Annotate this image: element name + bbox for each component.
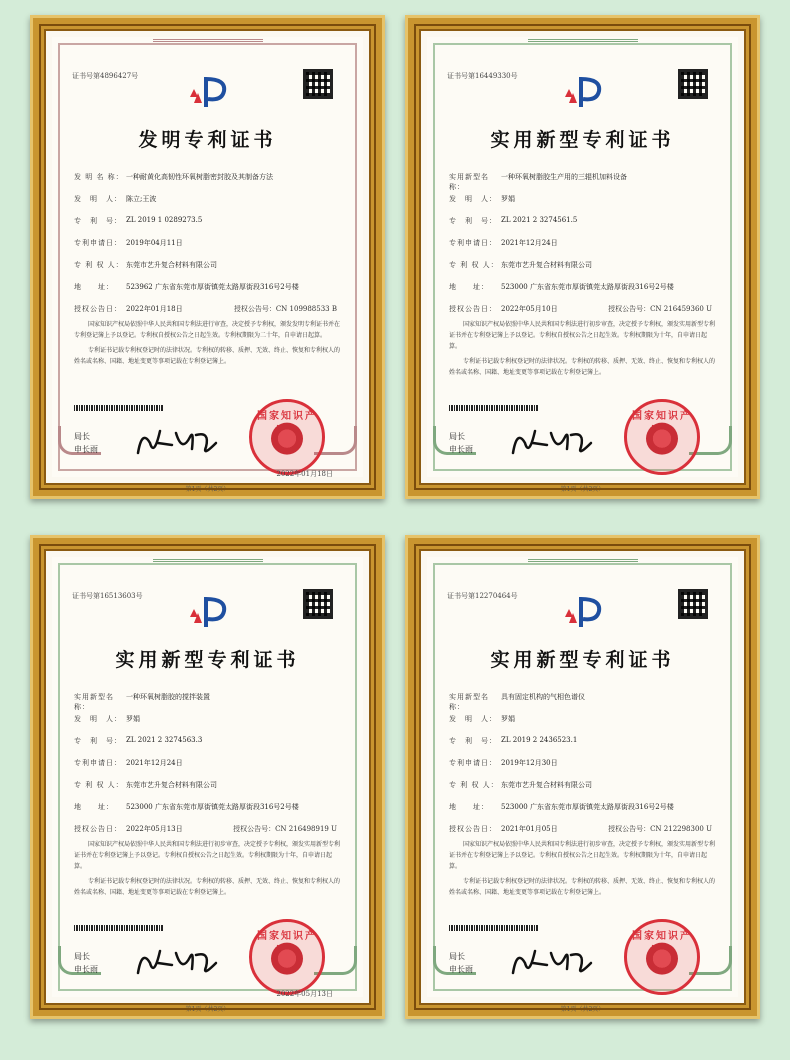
seal-text: 国家知识产 [257, 931, 317, 942]
cnipa-logo-icon [186, 595, 230, 631]
field-value: 具有固定机构的气相色谱仪 [501, 693, 585, 701]
certificate-paper [427, 557, 738, 1013]
barcode [74, 925, 164, 931]
certificate-fields [449, 172, 718, 326]
grant-number: 授权公告号：CN 216459360 U [608, 305, 712, 313]
barcode [449, 925, 539, 931]
field-value: 2019年04月11日 [126, 239, 183, 247]
top-ornament [153, 559, 263, 572]
director-name: 申长雨 [74, 965, 98, 974]
field-label: 专 利 号： [449, 217, 497, 225]
field-filing-date [74, 758, 343, 780]
field-value: 一种环氧树脂胶的搅拌装置 [126, 693, 210, 701]
page-number: 第1页（共2页） [560, 486, 605, 493]
director-title: 局长 [449, 432, 465, 441]
field-label: 专 利 权 人： [74, 261, 124, 269]
field-value: 东莞市艺升复合材料有限公司 [126, 261, 217, 269]
body-paragraph: 专利证书记载专利权登记时的法律状况。专利权的转移、质押、无效、终止、恢复和专利权人的姓名或名称、国籍、地址变更等事项记载在专利登记簿上。 [449, 878, 716, 896]
qr-code [303, 589, 333, 619]
field-label: 专 利 号： [74, 217, 122, 225]
field-value: 2022年05月13日 [126, 825, 183, 833]
field-value: 2021年01月05日 [501, 825, 558, 833]
cert-number: 证书号第12270464号 [447, 592, 518, 600]
body-paragraph: 专利证书记载专利权登记时的法律状况。专利权的转移、质押、无效、终止、恢复和专利权人的姓名或名称、国籍、地址变更等事项记载在专利登记簿上。 [449, 358, 716, 376]
field-value: 2019年12月30日 [501, 759, 558, 767]
seal-text: 国家知识产 [257, 411, 317, 422]
field-label: 专 利 号： [449, 737, 497, 745]
field-inventor [449, 714, 718, 736]
certificate-title: 实用新型专利证书 [490, 129, 675, 151]
field-label: 地 址： [449, 283, 489, 291]
field-value: 523000 广东省东莞市厚街镇莞太路厚街段316号2号楼 [126, 803, 299, 811]
field-value: 罗娟 [501, 715, 515, 723]
field-label: 专 利 权 人： [449, 261, 499, 269]
body-paragraph: 国家知识产权局依照中华人民共和国专利法进行审查，决定授予专利权，颁发发明专利证书并在专利登记簿上予以登记。专利权自授权公告之日起生效。专利权期限为二十年，自申请日起算。 [74, 321, 341, 339]
signature [132, 943, 222, 983]
field-label: 专利申请日： [449, 759, 497, 767]
field-address [449, 802, 718, 824]
cnipa-logo-icon [561, 75, 605, 111]
certificate-frame-1 [30, 15, 385, 499]
page-number: 第1页（共2页） [185, 1006, 230, 1013]
top-ornament [528, 559, 638, 572]
field-label: 专 利 权 人： [449, 781, 499, 789]
field-label: 实用新型名称： [74, 693, 114, 711]
certificate-frame-2 [405, 15, 760, 499]
field-patent-no [74, 736, 343, 758]
field-label: 发 明 人： [449, 195, 497, 203]
field-filing-date [74, 238, 343, 260]
body-paragraph: 国家知识产权局依照中华人民共和国专利法进行初步审查，决定授予专利权，颁发实用新型专利证书并在专利登记簿上予以登记。专利权自授权公告之日起生效。专利权期限为十年，自申请日起算。 [449, 321, 716, 350]
field-holder [74, 260, 343, 282]
barcode [449, 405, 539, 411]
national-emblem-icon [271, 423, 303, 455]
certificate-paper [427, 37, 738, 493]
field-filing-date [449, 758, 718, 780]
certificate-title: 实用新型专利证书 [115, 649, 300, 671]
field-label: 实用新型名称： [449, 693, 489, 711]
official-seal [624, 919, 700, 995]
seal-text: 国家知识产 [632, 411, 692, 422]
certificate-body [449, 839, 716, 902]
field-patent-no [74, 216, 343, 238]
grant-number: 授权公告号：CN 216498919 U [233, 825, 337, 833]
certificate-fields [74, 692, 343, 846]
field-label: 授权公告日： [449, 305, 497, 313]
director-block [74, 430, 98, 456]
field-value: 一种环氧树脂胶生产用的三辊机加料设备 [501, 173, 627, 181]
field-label: 授权公告日： [74, 305, 122, 313]
page-number: 第1页（共2页） [185, 486, 230, 493]
director-block [449, 950, 473, 976]
field-inventor [74, 194, 343, 216]
certificate-frame-3 [30, 535, 385, 1019]
field-value: ZL 2019 1 0289273.5 [126, 216, 203, 224]
top-ornament [528, 39, 638, 52]
qr-code [678, 589, 708, 619]
page-number: 第1页（共2页） [560, 1006, 605, 1013]
field-value: 523000 广东省东莞市厚街镇莞太路厚街段316号2号楼 [501, 283, 674, 291]
field-label: 授权公告日： [74, 825, 122, 833]
director-name: 申长雨 [449, 445, 473, 454]
certificate-paper [52, 557, 363, 1013]
grant-number: 授权公告号：CN 212298300 U [608, 825, 712, 833]
certificate-frame-4 [405, 535, 760, 1019]
director-title: 局长 [74, 432, 90, 441]
body-paragraph: 专利证书记载专利权登记时的法律状况。专利权的转移、质押、无效、终止、恢复和专利权人的姓名或名称、国籍、地址变更等事项记载在专利登记簿上。 [74, 878, 341, 896]
field-label: 专利申请日： [74, 759, 122, 767]
certificate-body [74, 319, 341, 371]
field-address [449, 282, 718, 304]
field-value: 罗娟 [501, 195, 515, 203]
field-value: ZL 2021 2 3274563.3 [126, 736, 203, 744]
certificate-fields [449, 692, 718, 846]
field-inventor [74, 714, 343, 736]
certificate-paper [52, 37, 363, 493]
field-label: 地 址： [74, 283, 114, 291]
director-block [74, 950, 98, 976]
director-title: 局长 [449, 952, 465, 961]
field-label: 专 利 权 人： [74, 781, 124, 789]
certificate-title: 实用新型专利证书 [490, 649, 675, 671]
official-seal [624, 399, 700, 475]
cert-number: 证书号第16449330号 [447, 72, 518, 80]
grant-number: 授权公告号：CN 109988533 B [233, 305, 337, 313]
field-holder [449, 780, 718, 802]
certificate-fields [74, 172, 343, 326]
field-label: 地 址： [449, 803, 489, 811]
body-paragraph: 国家知识产权局依照中华人民共和国专利法进行初步审查，决定授予专利权，颁发实用新型专利证书并在专利登记簿上予以登记。专利权自授权公告之日起生效。专利权期限为十年，自申请日起算。 [74, 841, 341, 870]
barcode [74, 405, 164, 411]
field-value: 523000 广东省东莞市厚街镇莞太路厚街段316号2号楼 [501, 803, 674, 811]
field-value: ZL 2021 2 3274561.5 [501, 216, 578, 224]
field-address [74, 802, 343, 824]
field-value: 一种耐黄化高韧性环氧树脂密封胶及其制备方法 [126, 173, 273, 181]
certificate-title: 发明专利证书 [138, 129, 277, 151]
signature [132, 423, 222, 463]
field-value: 2021年12月24日 [126, 759, 183, 767]
field-value: 陈立;王波 [126, 195, 157, 203]
field-value: 罗娟 [126, 715, 140, 723]
field-value: 2022年01月18日 [126, 305, 183, 313]
field-label: 发 明 名 称： [74, 173, 124, 181]
field-label: 实用新型名称： [449, 173, 489, 191]
field-value: 东莞市艺升复合材料有限公司 [126, 781, 217, 789]
field-label: 发 明 人： [74, 195, 122, 203]
field-holder [74, 780, 343, 802]
national-emblem-icon [646, 423, 678, 455]
field-label: 地 址： [74, 803, 114, 811]
qr-code [303, 69, 333, 99]
official-seal [249, 919, 325, 995]
field-value: 2022年05月10日 [501, 305, 558, 313]
top-ornament [153, 39, 263, 52]
field-title [74, 692, 343, 714]
field-label: 授权公告日： [449, 825, 497, 833]
field-value: ZL 2019 2 2436523.1 [501, 736, 578, 744]
body-paragraph: 国家知识产权局依照中华人民共和国专利法进行初步审查，决定授予专利权，颁发实用新型专利证书并在专利登记簿上予以登记。专利权自授权公告之日起生效。专利权期限为十年，自申请日起算。 [449, 841, 716, 870]
field-label: 发 明 人： [74, 715, 122, 723]
cnipa-logo-icon [186, 75, 230, 111]
qr-code [678, 69, 708, 99]
signature [507, 423, 597, 463]
field-title [449, 172, 718, 194]
field-patent-no [449, 216, 718, 238]
field-filing-date [449, 238, 718, 260]
director-name: 申长雨 [449, 965, 473, 974]
director-block [449, 430, 473, 456]
cnipa-logo-icon [561, 595, 605, 631]
certificate-body [449, 319, 716, 382]
seal-date: 2022年05月13日 [276, 990, 333, 998]
field-holder [449, 260, 718, 282]
national-emblem-icon [271, 943, 303, 975]
national-emblem-icon [646, 943, 678, 975]
field-label: 专 利 号： [74, 737, 122, 745]
certificate-body [74, 839, 341, 902]
signature [507, 943, 597, 983]
field-title [74, 172, 343, 194]
field-value: 东莞市艺升复合材料有限公司 [501, 261, 592, 269]
field-label: 发 明 人： [449, 715, 497, 723]
field-value: 523962 广东省东莞市厚街镇莞太路厚街段316号2号楼 [126, 283, 299, 291]
field-address [74, 282, 343, 304]
seal-date: 2022年01月18日 [276, 470, 333, 478]
field-label: 专利申请日： [449, 239, 497, 247]
cert-number: 证书号第4896427号 [72, 72, 139, 80]
field-label: 专利申请日： [74, 239, 122, 247]
body-paragraph: 专利证书记载专利权登记时的法律状况。专利权的转移、质押、无效、终止、恢复和专利权人的姓名或名称、国籍、地址变更等事项记载在专利登记簿上。 [74, 347, 341, 365]
field-inventor [449, 194, 718, 216]
field-title [449, 692, 718, 714]
cert-number: 证书号第16513603号 [72, 592, 143, 600]
seal-text: 国家知识产 [632, 931, 692, 942]
official-seal [249, 399, 325, 475]
field-patent-no [449, 736, 718, 758]
field-value: 2021年12月24日 [501, 239, 558, 247]
field-value: 东莞市艺升复合材料有限公司 [501, 781, 592, 789]
director-title: 局长 [74, 952, 90, 961]
director-name: 申长雨 [74, 445, 98, 454]
